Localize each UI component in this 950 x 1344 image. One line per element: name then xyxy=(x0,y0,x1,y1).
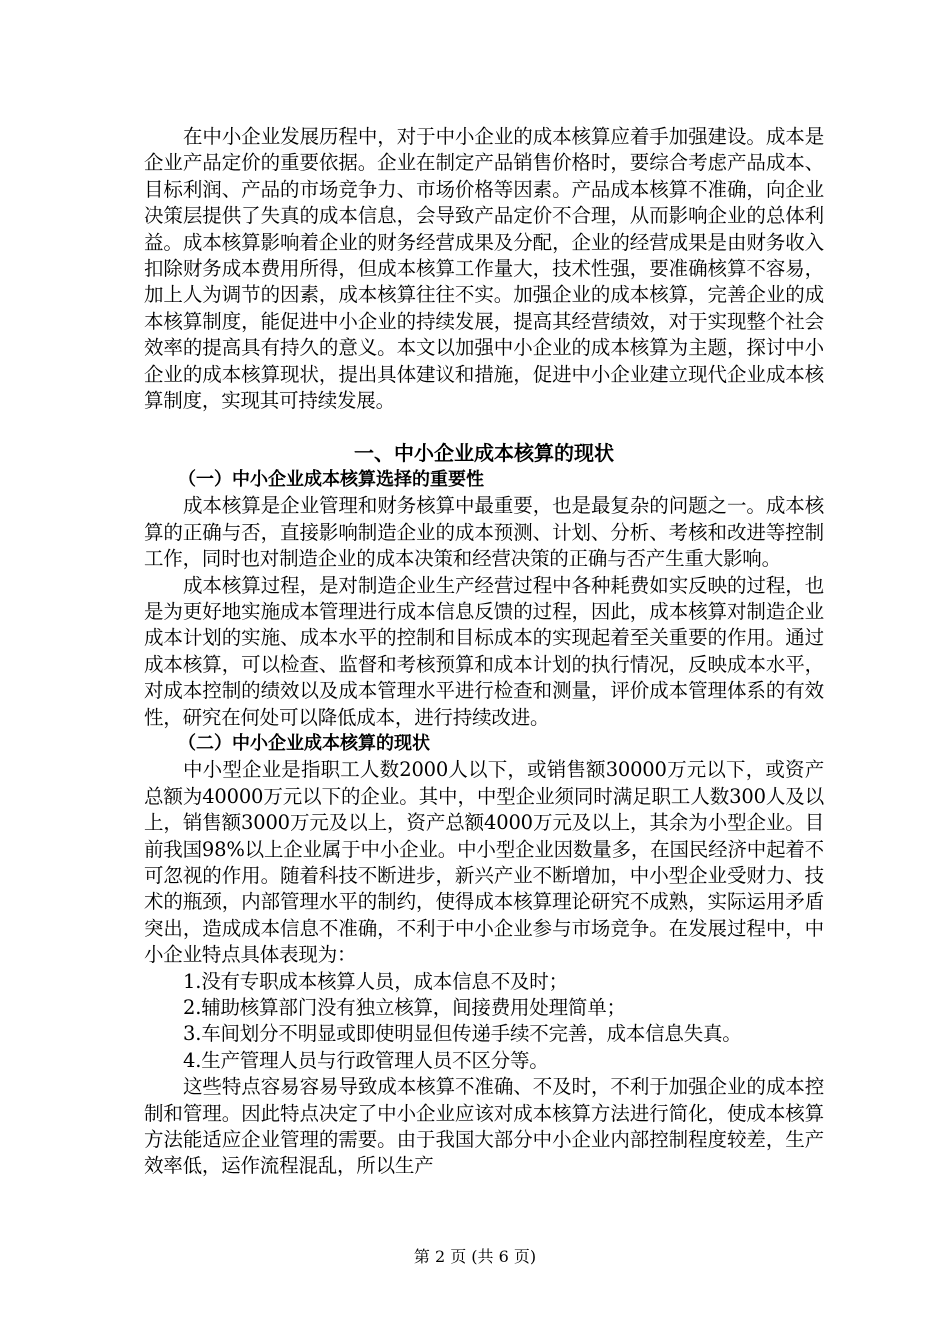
list-item: 4.生产管理人员与行政管理人员不区分等。 xyxy=(183,1048,549,1072)
section-heading: 一、中小企业成本核算的现状 xyxy=(354,441,614,466)
paragraph: 成本核算是企业管理和财务核算中最重要，也是最复杂的问题之一。成本核算的正确与否，直接影响制造企业的成本预测、计划、分析、考核和改进等控制工作，同时也对制造企业的成本决策和经营决策的正确与否产生重大影响。 xyxy=(144,494,824,571)
intro-paragraph: 在中小企业发展历程中，对于中小企业的成本核算应着手加强建设。成本是企业产品定价的重要依据。企业在制定产品销售价格时，要综合考虑产品成本、目标利润、产品的市场竞争力、市场价格等因素。产品成本核算不准确，向企业决策层提供了失真的成本信息，会导致产品定价不合理，从而影响企业的总体利益。成本核算影响着企业的财务经营成果及分配，企业的经营成果是由财务收入扣除财务成本费用所得，但成本核算工作量大，技术性强，要准确核算不容易，加上人为调节的因素，成本核算往往不实。加强企业的成本核算，完善企业的成本核算制度，能促进中小企业的持续发展，提高其经营绩效，对于实现整个社会效率的提高具有持久的意义。本文以加强中小企业的成本核算为主题，探讨中小企业的成本核算现状，提出具体建议和措施，促进中小企业建立现代企业成本核算制度，实现其可持续发展。 xyxy=(144,125,824,413)
paragraph: 成本核算过程，是对制造企业生产经营过程中各种耗费如实反映的过程，也是为更好地实施成本管理进行成本信息反馈的过程，因此，成本核算对制造企业成本计划的实施、成本水平的控制和目标成本的实现起着至关重要的作用。通过成本核算，可以检查、监督和考核预算和成本计划的执行情况，反映成本水平，对成本控制的绩效以及成本管理水平进行检查和测量，评价成本管理体系的有效性，研究在何处可以降低成本，进行持续改进。 xyxy=(144,573,824,729)
list-item: 2.辅助核算部门没有独立核算，间接费用处理简单； xyxy=(183,996,626,1019)
subsection-heading-1: （一）中小企业成本核算选择的重要性 xyxy=(178,468,484,490)
paragraph: 这些特点容易容易导致成本核算不准确、不及时，不利于加强企业的成本控制和管理。因此特点决定了中小企业应该对成本核算方法进行简化，使成本核算方法能适应企业管理的需要。由于我国大部分中小企业内部控制程度较差，生产效率低，运作流程混乱，所以生产 xyxy=(144,1075,824,1178)
document-body xyxy=(144,124,824,1180)
page-number: 第 2 页 (共 6 页) xyxy=(413,1247,537,1266)
subsection-heading-2: （二）中小企业成本核算的现状 xyxy=(178,732,430,754)
feature-list xyxy=(144,969,824,1075)
paragraph: 中小型企业是指职工人数2000人以下，或销售额30000万元以下，或资产总额为40000万元以下的企业。其中，中型企业须同时满足职工人数300人及以上，销售额3000万元及以上，资产总额4000万元及以上，其余为小型企业。目前我国98%以上企业属于中小企业。中小型企业因数量多，在国民经济中起着不可忽视的作用。随着科技不断进步，新兴产业不断增加，中小型企业受财力、技术的瓶颈，内部管理水平的制约，使得成本核算理论研究不成熟，实际运用矛盾突出，造成成本信息不准确，不利于中小企业参与市场竞争。在发展过程中，中小企业特点具体表现为： xyxy=(144,758,824,967)
list-item: 1.没有专职成本核算人员，成本信息不及时； xyxy=(183,969,568,993)
list-item: 3.车间划分不明显或即使明显但传递手续不完善，成本信息失真。 xyxy=(183,1022,742,1046)
